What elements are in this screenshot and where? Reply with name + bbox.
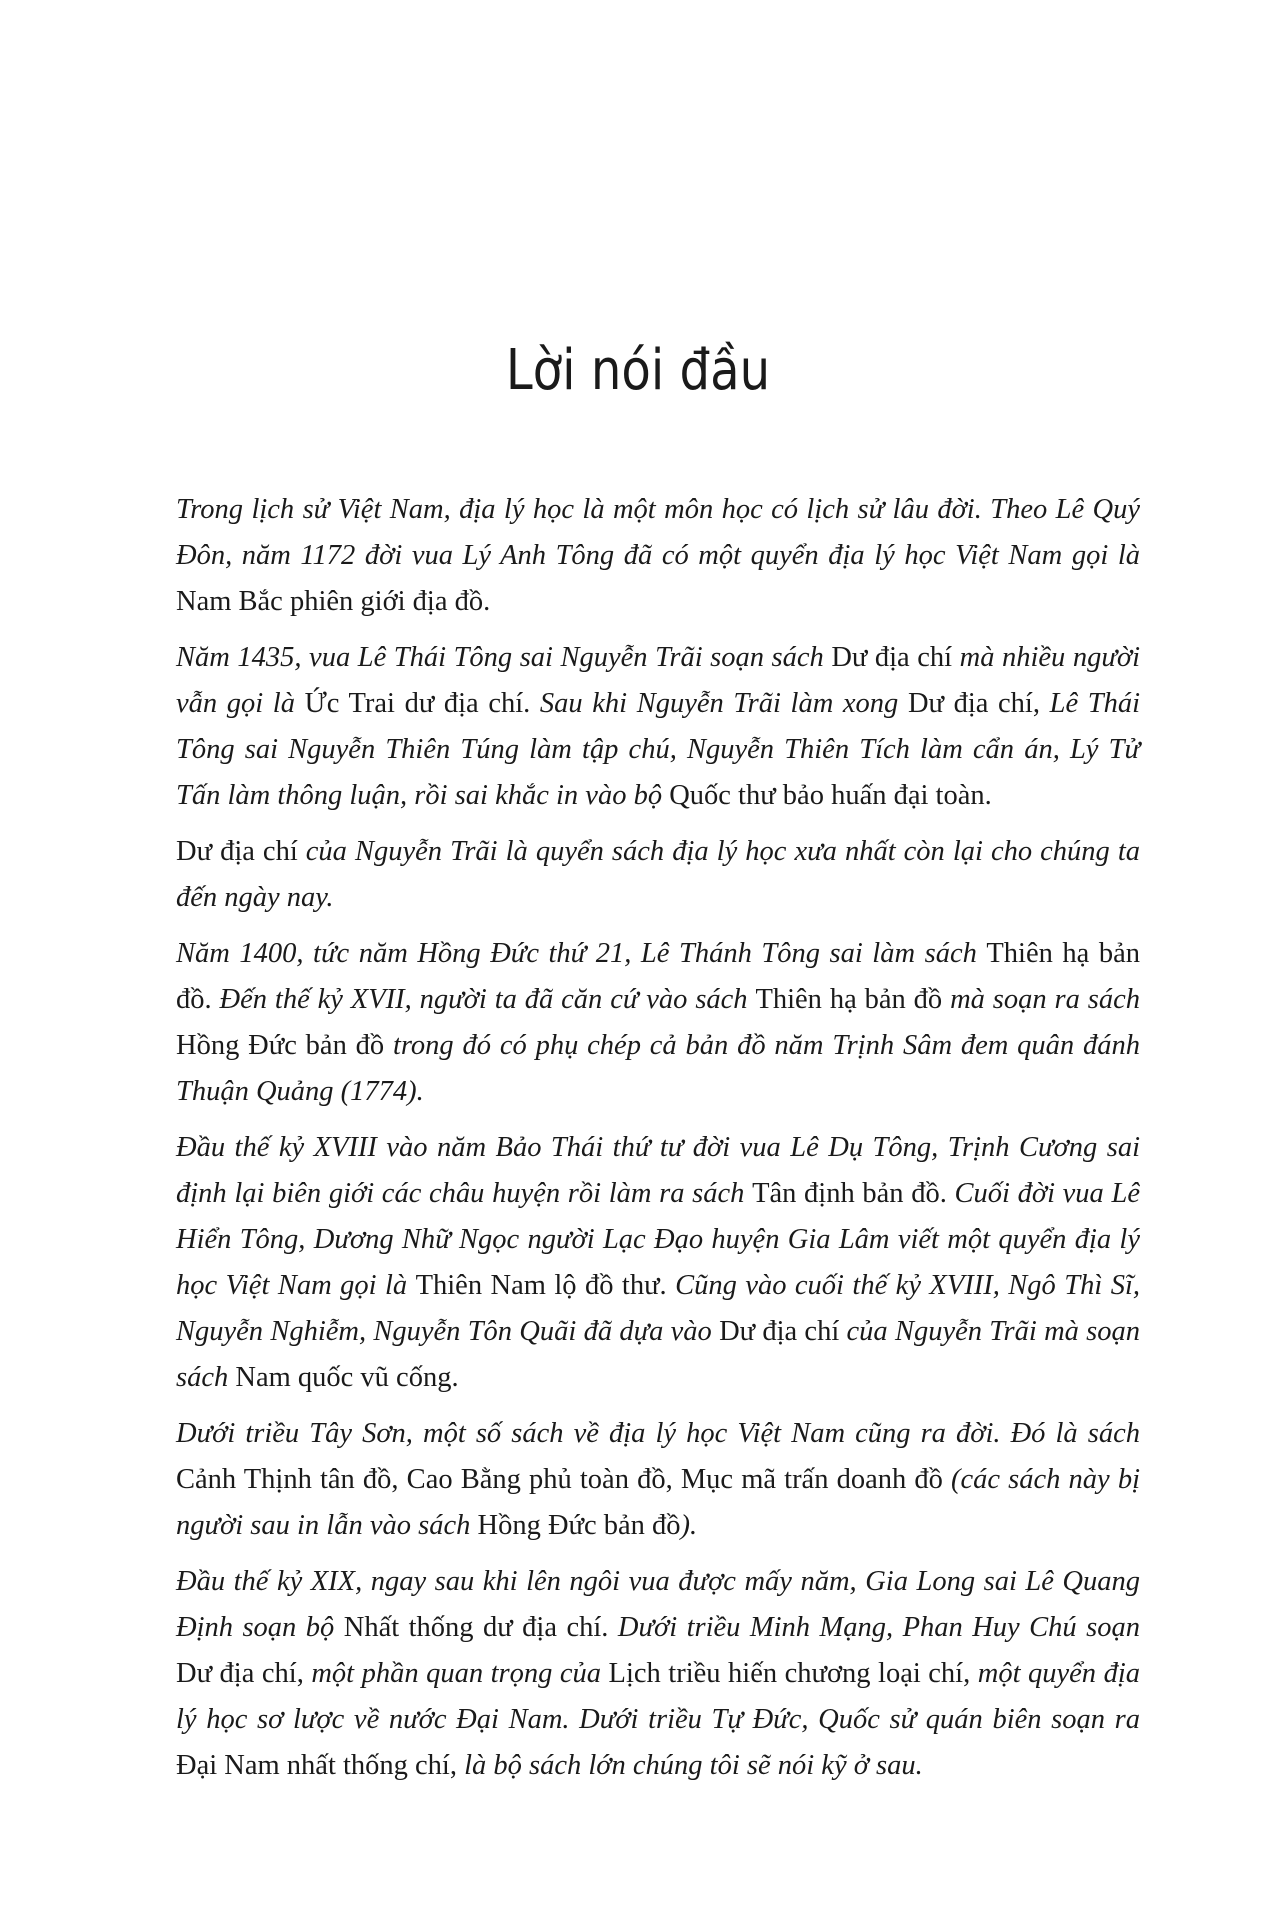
body-text xyxy=(176,487,1140,1799)
book-title-run: Cảnh Thịnh tân đồ, Cao Bằng phủ toàn đồ, Mục mã trấn doanh đồ xyxy=(176,1464,951,1495)
book-title-run: Thiên hạ bản đồ. xyxy=(176,938,1140,1015)
italic-text-run: một quyển địa lý học sơ lược về nước Đại Nam. Dưới triều Tự Đức, Quốc sử quán biên soạn ra xyxy=(176,1658,1140,1735)
italic-text-run: Đầu thế kỷ XVIII vào năm Bảo Thái thứ tư đời vua Lê Dụ Tông, Trịnh Cương sai định lại biên giới các châu huyện rồi làm ra sách xyxy=(176,1132,1140,1209)
book-title-run: Nam quốc vũ cống. xyxy=(235,1362,459,1393)
italic-text-run: của Nguyễn Trãi là quyển sách địa lý học xưa nhất còn lại cho chúng ta đến ngày nay. xyxy=(176,836,1140,913)
italic-text-run: Cuối đời vua Lê Hiển Tông, Dương Nhữ Ngọc người Lạc Đạo huyện Gia Lâm viết một quyển địa lý học Việt Nam gọi là xyxy=(176,1178,1140,1301)
italic-text-run: là bộ sách lớn chúng tôi sẽ nói kỹ ở sau. xyxy=(464,1750,923,1781)
italic-text-run: Cũng vào cuối thế kỷ XVIII, Ngô Thì Sĩ, Nguyễn Nghiễm, Nguyễn Tôn Quãi đã dựa vào xyxy=(176,1270,1140,1347)
italic-text-run: mà soạn ra sách xyxy=(950,984,1140,1015)
paragraph xyxy=(176,487,1140,625)
book-title-run: Thiên hạ bản đồ xyxy=(755,984,951,1015)
paragraph xyxy=(176,635,1140,819)
book-title-run: Quốc thư bảo huấn đại toàn. xyxy=(669,780,992,811)
italic-text-run: Sau khi Nguyễn Trãi làm xong xyxy=(539,688,908,719)
book-title-run: Dư địa chí xyxy=(176,836,306,867)
italic-text-run: một phần quan trọng của xyxy=(311,1658,609,1689)
book-title-run: Nhất thống dư địa chí. xyxy=(343,1612,618,1643)
italic-text-run: Lê Thái Tông sai Nguyễn Thiên Túng làm tập chú, Nguyễn Thiên Tích làm cẩn án, Lý Tử Tấn làm thông luận, rồi sai khắc in vào bộ xyxy=(176,688,1140,811)
book-title-run: Dư địa chí xyxy=(831,642,960,673)
italic-text-run: (các sách này bị người sau in lẫn vào sách xyxy=(176,1464,1140,1541)
paragraph xyxy=(176,1411,1140,1549)
paragraph xyxy=(176,829,1140,921)
book-title-run: Hồng Đức bản đồ xyxy=(176,1030,393,1061)
italic-text-run: ). xyxy=(680,1510,698,1541)
italic-text-run: Năm 1435, vua Lê Thái Tông sai Nguyễn Trãi soạn sách xyxy=(176,642,832,673)
italic-text-run: Năm 1400, tức năm Hồng Đức thứ 21, Lê Thánh Tông sai làm sách xyxy=(176,938,987,969)
page-title: Lời nói đầu xyxy=(505,338,771,403)
book-title-run: Thiên Nam lộ đồ thư. xyxy=(415,1270,676,1301)
italic-text-run: Đến thế kỷ XVII, người ta đã căn cứ vào sách xyxy=(219,984,756,1015)
book-title-run: Ức Trai dư địa chí. xyxy=(304,688,540,719)
italic-text-run: Đầu thế kỷ XIX, ngay sau khi lên ngôi vua được mấy năm, Gia Long sai Lê Quang Định soạn bộ xyxy=(176,1566,1140,1643)
italic-text-run: của Nguyễn Trãi mà soạn sách xyxy=(176,1316,1141,1393)
italic-text-run: Dưới triều Tây Sơn, một số sách về địa lý học Việt Nam cũng ra đời. Đó là sách xyxy=(176,1418,1140,1449)
paragraph xyxy=(176,1559,1140,1789)
book-title-run: Dư địa chí, xyxy=(907,688,1050,719)
italic-text-run: Trong lịch sử Việt Nam, địa lý học là một môn học có lịch sử lâu đời. Theo Lê Quý Đôn, năm 1172 đời vua Lý Anh Tông đã có một quyển địa lý học Việt Nam gọi là xyxy=(176,494,1140,571)
book-title-run: Tân định bản đồ. xyxy=(752,1178,955,1209)
italic-text-run: trong đó có phụ chép cả bản đồ năm Trịnh Sâm đem quân đánh Thuận Quảng (1774). xyxy=(176,1030,1140,1107)
book-title-run: Hồng Đức bản đồ xyxy=(477,1510,681,1541)
book-title-run: Dư địa chí, xyxy=(176,1658,312,1689)
book-title-run: Đại Nam nhất thống chí, xyxy=(176,1750,465,1781)
italic-text-run: mà nhiều người vẫn gọi là xyxy=(176,642,1141,719)
book-title-run: Lịch triều hiến chương loại chí, xyxy=(608,1658,978,1689)
paragraph xyxy=(176,1125,1140,1401)
paragraph xyxy=(176,931,1140,1115)
book-title-run: Nam Bắc phiên giới địa đồ. xyxy=(176,586,491,617)
italic-text-run: Dưới triều Minh Mạng, Phan Huy Chú soạn xyxy=(617,1612,1140,1643)
book-title-run: Dư địa chí xyxy=(719,1316,847,1347)
